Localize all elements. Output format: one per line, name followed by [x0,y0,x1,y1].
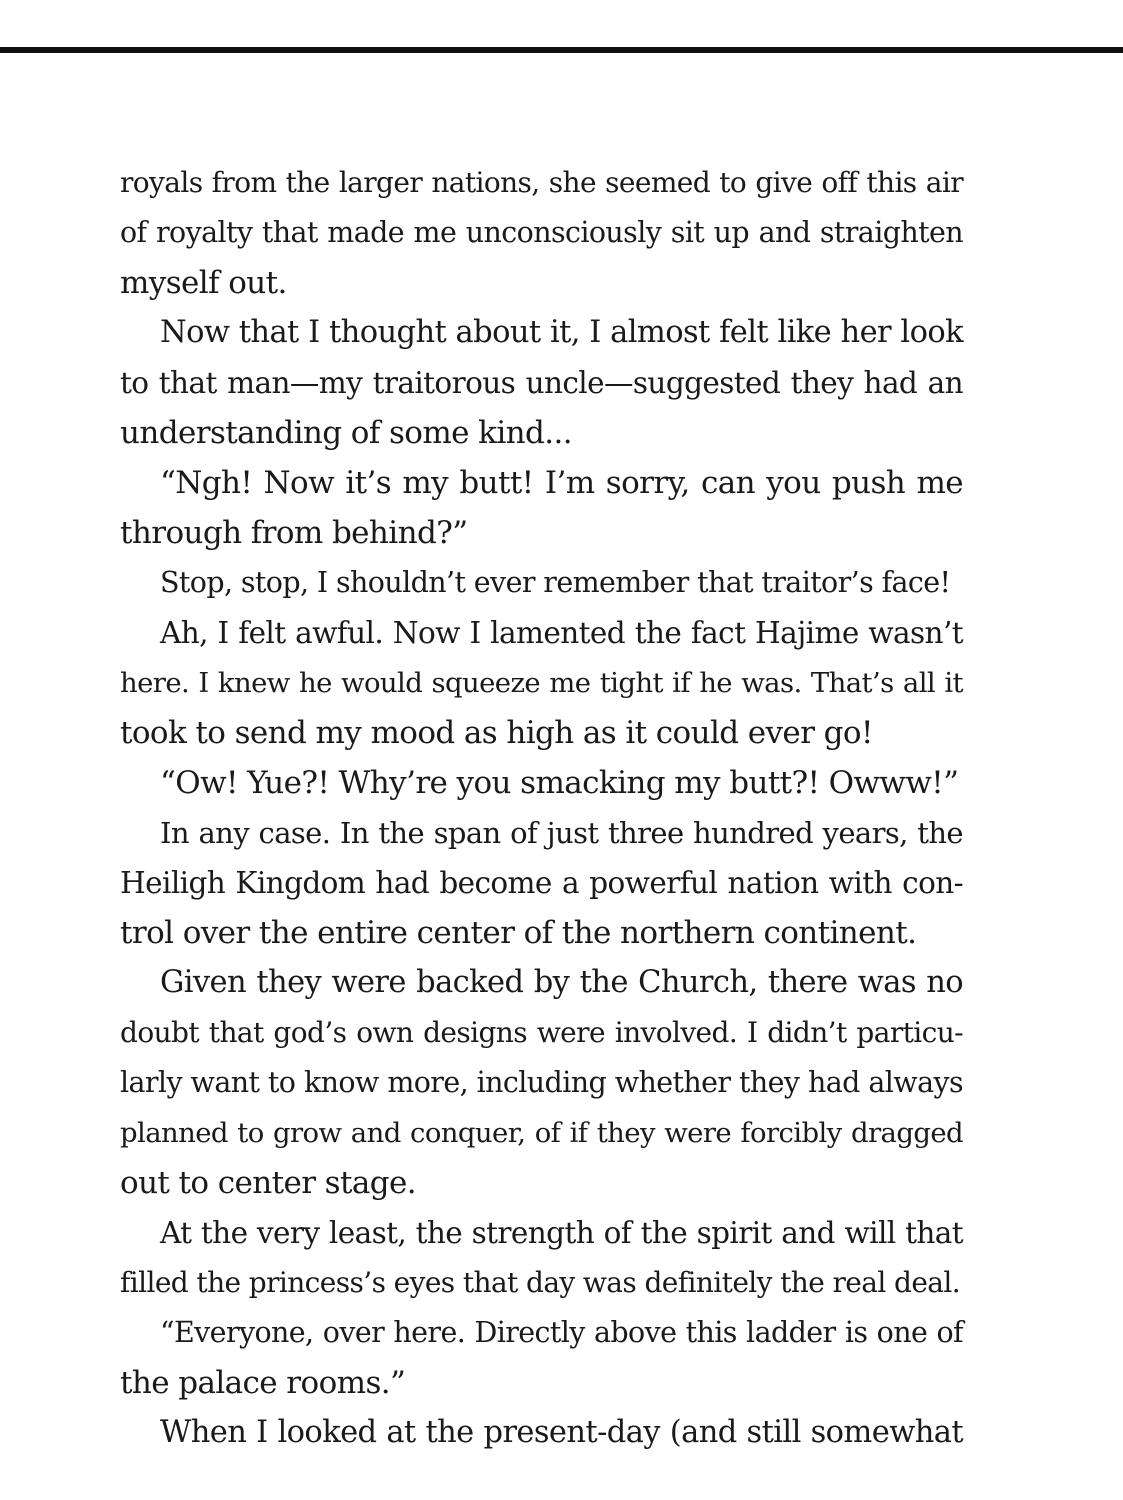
page-body-text [120,158,963,1458]
text-line: understanding of some kind... [120,415,573,451]
text-line: Now that I thought about it, I almost felt like her look [160,315,963,350]
text-line: In any case. In the span of just three hundred years, the [160,816,963,850]
text-line: myself out. [120,265,287,301]
text-line: filled the princess’s eyes that day was definitely the real deal. [120,1266,961,1299]
text-line: Given they were backed by the Church, there was no [160,965,963,1000]
text-line: At the very least, the strength of the spirit and will that [160,1216,963,1250]
text-line: doubt that god’s own designs were involved. I didn’t particu- [120,1016,963,1049]
text-line: took to send my mood as high as it could ever go! [120,715,873,751]
text-line: royals from the larger nations, she seemed to give off this air [120,166,963,199]
text-line: Heiligh Kingdom had become a powerful nation with con- [120,866,963,900]
text-line: planned to grow and conquer, of if they were forcibly dragged [120,1117,963,1149]
text-line: larly want to know more, including whether they had always [120,1066,963,1099]
page-top-rule [0,47,1123,53]
text-line: Ah, I felt awful. Now I lamented the fact Hajime wasn’t [160,616,963,650]
text-line: here. I knew he would squeeze me tight if he was. That’s all it [120,667,963,699]
text-line: out to center stage. [120,1165,416,1201]
text-line: trol over the entire center of the northern continent. [120,915,917,951]
text-line: Stop, stop, I shouldn’t ever remember that traitor’s face! [160,566,951,599]
text-line: “Ow! Yue?! Why’re you smacking my butt?! Owww!” [160,765,959,801]
text-line: of royalty that made me unconsciously sit up and straighten [120,216,963,249]
text-line: “Everyone, over here. Directly above this ladder is one of [160,1316,963,1349]
text-line: When I looked at the present-day (and still somewhat [160,1415,963,1450]
text-line: through from behind?” [120,515,468,551]
text-line: the palace rooms.” [120,1365,406,1401]
text-line: to that man—my traitorous uncle—suggested they had an [120,366,963,400]
text-line: “Ngh! Now it’s my butt! I’m sorry, can you push me [160,465,963,501]
